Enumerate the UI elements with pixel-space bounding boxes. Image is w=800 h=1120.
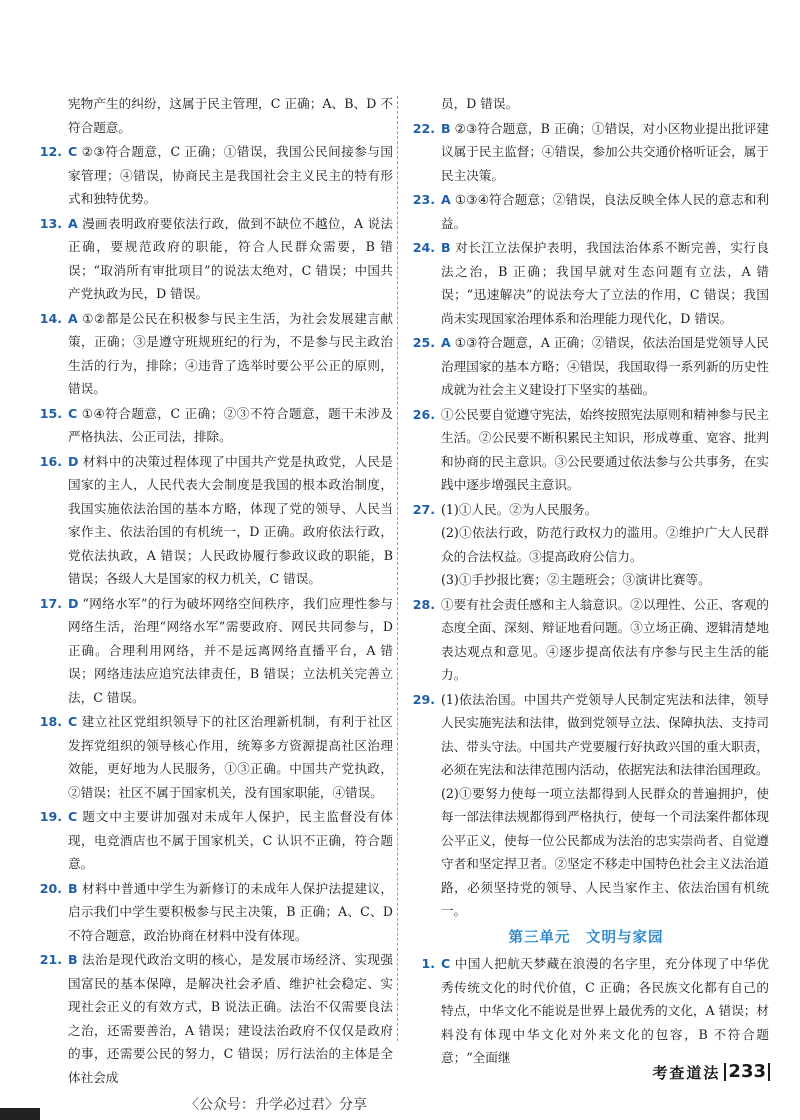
- answer-item: [30, 402, 393, 449]
- answer-text: [441, 688, 769, 923]
- answer-choice: D: [68, 595, 79, 611]
- answer-text: [441, 117, 769, 188]
- answer-choice: B: [68, 952, 78, 967]
- explanation-text: ①③④符合题意；②错误，良法反映全体人民的意志和利益。: [441, 192, 769, 231]
- answer-choice: D: [68, 453, 79, 469]
- answer-subpart: (2)①依法行政，防范行政权力的滥用。②维护广大人民群众的合法权益。③提高政府公信力。: [441, 525, 769, 564]
- answer-item: [30, 92, 393, 139]
- answer-item: [30, 140, 393, 211]
- unit-heading: 第三单元 文明与家园: [508, 929, 664, 946]
- question-number: 22.: [412, 120, 435, 136]
- question-number: 15.: [39, 405, 62, 421]
- answer-item: [30, 307, 393, 401]
- question-number: 19.: [39, 809, 62, 824]
- answer-choice: B: [68, 880, 78, 896]
- question-number: 29.: [412, 691, 435, 707]
- question-number: 1.: [421, 956, 435, 971]
- answer-choice: C: [441, 956, 451, 971]
- answer-item: [403, 688, 769, 923]
- question-number: 20.: [39, 880, 62, 896]
- explanation-text: 中国人把航天梦藏在浪漫的名字里，充分体现了中华优秀传统文化的时代价值，C 正确；各民族文化都有自己的特点，中华文化不能说是世界上最优秀的文化，A 错误；材料没有体现中华文化对外来文化的包容，B 不符合题意；“全面继: [441, 956, 769, 1065]
- answer-item: [403, 952, 769, 1070]
- answer-text: [441, 952, 769, 1070]
- answer-text: [68, 710, 393, 804]
- question-number: 25.: [412, 335, 435, 350]
- answer-subpart: (2)①要努力使每一项立法都得到人民群众的普遍拥护，使每一部法律法规都得到严格执行，使每一个司法案件都体现公平正义，使每一位公民都成为法治的忠实崇尚者、自觉遵守者和坚定捍卫者。②坚定不移走中国特色社会主义法治道路，必须坚持党的领导、人民当家作主、依法治国有机统一。: [441, 785, 769, 918]
- answer-text: [441, 236, 769, 330]
- explanation-text: ①要有社会责任感和主人翁意识。②以理性、公正、客观的态度全面、深刻、辩证地看问题。③立场正确、逻辑清楚地表达观点和意见。④逐步提高依法有序参与民主生活的能力。: [441, 596, 769, 682]
- answer-text: [68, 877, 393, 948]
- answer-subpart: (3)①手抄报比赛；②主题班会；③演讲比赛等。: [441, 572, 711, 587]
- question-number: 23.: [412, 192, 435, 207]
- page-footer: [600, 1058, 770, 1086]
- explanation-text: 法治是现代政治文明的核心，是发展市场经济、实现强国富民的基本保障，是解决社会矛盾、维护社会稳定、实现社会正义的有效方式，B 说法正确。法治不仅需要良法之治，还需要善治，A 错误；建设法治政府不仅仅是政府的事，还需要公民的努力，C 错误；厉行法治的主体是全体社会成: [68, 952, 393, 1085]
- answer-choice: C: [68, 714, 78, 729]
- page-number: 233: [724, 1063, 770, 1081]
- explanation-text: ②③符合题意，C 正确；①错误，我国公民间接参与国家管理；④错误，协商民主是我国社会主义民主的特有形式和独特优势。: [68, 144, 393, 206]
- answer-item: [403, 498, 769, 592]
- answer-choice: B: [441, 120, 451, 136]
- explanation-text: 对长江立法保护表明，我国法治体系不断完善，实行良法之治，B 正确；我国早就对生态问题有立法，A 错误；“迅速解决”的说法夸大了立法的作用，C 错误；我国尚未实现国家治理体系和治理能力现代化，D 错误。: [441, 240, 769, 326]
- answer-choice: A: [68, 310, 78, 326]
- answer-item: [30, 877, 393, 948]
- explanation-text: ②③符合题意，B 正确；①错误，对小区物业提出批评建议属于民主监督；④错误，参加公共交通价格听证会，属于民主决策。: [441, 120, 769, 183]
- question-number: 17.: [39, 595, 62, 611]
- answer-choice: A: [441, 335, 451, 350]
- answer-text: [441, 188, 769, 235]
- question-number: 24.: [412, 240, 435, 255]
- explanation-text: “网络水军”的行为破坏网络空间秩序，我们应理性参与网络生活，治理“网络水军”需要政府、网民共同参与，D 正确。合理利用网络，并不是远离网络直播平台，A 错误；网络违法应追究法律责任，B 错误；立法机关完善立法，C 错误。: [68, 595, 393, 705]
- explanation-text: 材料中的决策过程体现了中国共产党是执政党，人民是国家的主人，人民代表大会制度是我国的根本政治制度，我国实施依法治国的基本方略，体现了党的领导、人民当家作主、依法治国的有机统一，D 正确。政府依法行政，党依法执政，A 错误；人民政协履行参政议政的职能，B 错误；各级人大是国家的权力机关，C 错误。: [68, 453, 393, 586]
- answer-text: [441, 593, 769, 687]
- explanation-text: 员，D 错误。: [441, 96, 519, 111]
- answer-text: [68, 140, 393, 211]
- column-divider: [397, 96, 398, 1041]
- right-column: [403, 92, 769, 1071]
- explanation-text: 建立社区党组织领导下的社区治理新机制，有利于社区发挥党组织的领导核心作用，统筹多方资源提高社区治理效能，更好地为人民服务，①③正确。中国共产党执政，②错误；社区不属于国家机关，没有国家职能，④错误。: [68, 714, 393, 800]
- answer-choice: C: [68, 405, 78, 421]
- answer-subpart: (1)依法治国。中国共产党领导人民制定宪法和法律，领导人民实施宪法和法律，做到党领导立法、保障执法、支持司法、带头守法。中国共产党要履行好执政兴国的重大职责，必须在宪法和法律范围内活动，依据宪法和法律治国理政。: [441, 691, 769, 777]
- question-number: 14.: [39, 310, 62, 326]
- question-number: 28.: [412, 596, 435, 612]
- answer-choice: C: [68, 809, 78, 824]
- answer-text: [68, 805, 393, 876]
- question-number: 26.: [412, 406, 435, 422]
- footer-label: 考查道法: [652, 1063, 721, 1082]
- explanation-text: ①②都是公民在积极参与民主生活，为社会发展建言献策，正确；③是遵守班规班纪的行为，不是参与民主政治生活的行为，排除；④违背了选举时要公平公正的原则，错误。: [68, 310, 393, 396]
- explanation-text: 宪物产生的纠纷，这属于民主管理，C 正确；A、B、D 不符合题意。: [68, 96, 393, 135]
- explanation-text: 题文中主要讲加强对未成年人保护，民主监督没有体现，电竞酒店也不属于国家机关，C 认识不正确，符合题意。: [68, 809, 393, 871]
- answer-item: [403, 236, 769, 330]
- answer-choice: A: [441, 192, 451, 207]
- answer-subpart: (1)①人民。②为人民服务。: [441, 501, 598, 517]
- answer-choice: A: [68, 215, 78, 231]
- answer-item: [30, 710, 393, 804]
- question-number: 13.: [39, 215, 62, 231]
- answer-choice: B: [441, 240, 451, 255]
- answer-text: [68, 948, 393, 1089]
- explanation-text: 材料中普通中学生为新修订的未成年人保护法提建议，启示我们中学生要积极参与民主决策，B 正确；A、C、D 不符合题意，政治协商在材料中没有体现。: [68, 880, 393, 943]
- answer-item: [403, 331, 769, 402]
- explanation-text: 漫画表明政府要依法行政，做到不缺位不越位，A 说法正确，要规范政府的职能，符合人民群众需要，B 错误；“取消所有审批项目”的说法太绝对，C 错误；中国共产党执政为民，D 错误。: [68, 215, 393, 301]
- answer-text: [68, 92, 393, 139]
- answer-text: [441, 498, 769, 592]
- answer-item: [403, 188, 769, 235]
- explanation-text: ①公民要自觉遵守宪法，始终按照宪法原则和精神参与民主生活。②公民要不断积累民主知识，形成尊重、宽容、批判和协商的民主意识。③公民要通过依法参与公共事务，在实践中逐步增强民主意识。: [441, 406, 769, 492]
- answer-item: [403, 593, 769, 687]
- answer-text: [441, 92, 769, 116]
- answer-item: [403, 92, 769, 116]
- answer-item: [403, 117, 769, 188]
- answer-text: [68, 402, 393, 449]
- question-number: 21.: [39, 952, 62, 967]
- answer-text: [68, 450, 393, 591]
- answer-text: [441, 331, 769, 402]
- answer-item: [30, 948, 393, 1089]
- explanation-text: ①③符合题意，A 正确；②错误，依法治国是党领导人民治理国家的基本方略；④错误，我国取得一系列新的历史性成就为社会主义建设打下坚实的基础。: [441, 335, 769, 397]
- answer-item: [30, 450, 393, 591]
- answer-item: [30, 212, 393, 306]
- question-number: 12.: [39, 144, 62, 159]
- question-number: 16.: [39, 453, 62, 469]
- watermark-text: 〈公众号：升学必过君〉分享: [185, 1097, 367, 1113]
- answer-text: [68, 307, 393, 401]
- answer-text: [68, 592, 393, 710]
- question-number: 27.: [412, 501, 435, 517]
- corner-mark: [0, 1108, 40, 1120]
- question-number: 18.: [39, 714, 62, 729]
- answer-item: [30, 805, 393, 876]
- answer-text: [441, 403, 769, 497]
- answer-item: [30, 592, 393, 710]
- answer-choice: C: [68, 144, 78, 159]
- answer-item: [403, 403, 769, 497]
- left-column: [30, 92, 393, 1090]
- answer-text: [68, 212, 393, 306]
- explanation-text: ①④符合题意，C 正确；②③不符合题意，题干未涉及严格执法、公正司法，排除。: [68, 405, 393, 444]
